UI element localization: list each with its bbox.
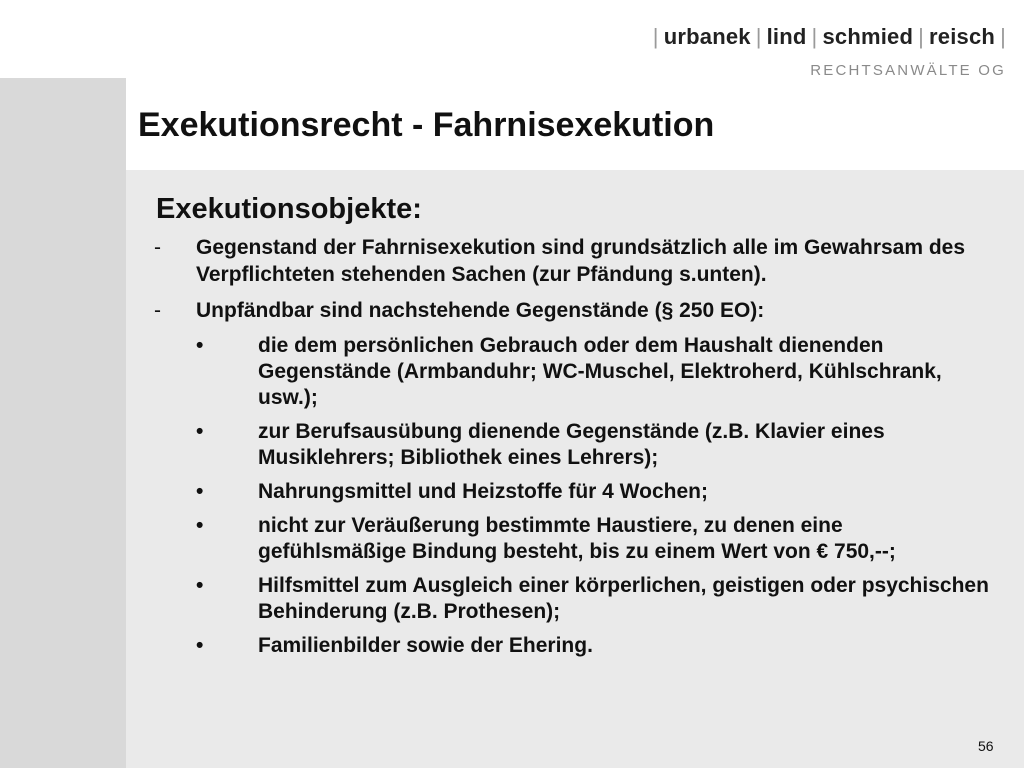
logo-separator: | <box>652 24 659 49</box>
bullet-list <box>154 333 994 659</box>
dash-marker: - <box>154 299 161 322</box>
list-item <box>154 333 994 411</box>
dash-item-text: Gegenstand der Fahrnisexekution sind grundsätzlich alle im Gewahrsam des Verpflichteten stehenden Sachen (zur Pfändung s.unten). <box>196 236 966 286</box>
list-item-text: Familienbilder sowie der Ehering. <box>258 634 593 657</box>
slide-title: Exekutionsrecht - Fahrnisexekution <box>138 106 715 144</box>
list-item-text: zur Berufsausübung dienende Gegenstände (z.B. Klavier eines Musiklehrers; Bibliothek eines Lehrers); <box>258 420 885 469</box>
slide-body <box>154 193 994 667</box>
list-item-text: nicht zur Veräußerung bestimmte Haustiere, zu denen eine gefühlsmäßige Bindung besteht, bis zu einem Wert von € 750,--; <box>258 514 896 563</box>
bullet-icon: • <box>196 634 204 657</box>
firm-logo-subtitle: RECHTSANWÄLTE OG <box>810 62 1006 79</box>
logo-name-schmied: schmied <box>822 24 914 49</box>
bullet-icon: • <box>196 574 204 597</box>
page-number: 56 <box>978 738 994 754</box>
bullet-icon: • <box>196 514 204 537</box>
dash-item-text: Unpfändbar sind nachstehende Gegenstände (§ 250 EO): <box>196 299 765 322</box>
list-item <box>154 573 994 625</box>
logo-separator: | <box>918 24 925 49</box>
list-item-text: die dem persönlichen Gebrauch oder dem Haushalt dienenden Gegenstände (Armbanduhr; WC-Muschel, Elektroherd, Kühlschrank, usw.); <box>258 334 942 409</box>
list-item <box>154 633 994 659</box>
list-item <box>154 419 994 471</box>
logo-separator: | <box>811 24 818 49</box>
dash-item <box>154 297 994 324</box>
logo-separator: | <box>1000 24 1006 49</box>
bullet-icon: • <box>196 334 204 357</box>
logo-name-urbanek: urbanek <box>663 24 751 49</box>
left-decorative-bar <box>0 78 126 768</box>
list-item-text: Nahrungsmittel und Heizstoffe für 4 Wochen; <box>258 480 708 503</box>
firm-logo-names <box>653 24 1006 50</box>
list-item <box>154 479 994 505</box>
logo-separator: | <box>755 24 762 49</box>
bullet-icon: • <box>196 480 204 503</box>
logo-name-reisch: reisch <box>929 24 996 49</box>
section-heading: Exekutionsobjekte: <box>156 193 422 225</box>
list-item-text: Hilfsmittel zum Ausgleich einer körperlichen, geistigen oder psychischen Behinderung (z.B. Prothesen); <box>258 574 989 623</box>
dash-item <box>154 234 994 288</box>
firm-logo <box>653 24 1006 79</box>
logo-name-lind: lind <box>766 24 807 49</box>
dash-marker: - <box>154 236 161 259</box>
bullet-icon: • <box>196 420 204 443</box>
list-item <box>154 513 994 565</box>
